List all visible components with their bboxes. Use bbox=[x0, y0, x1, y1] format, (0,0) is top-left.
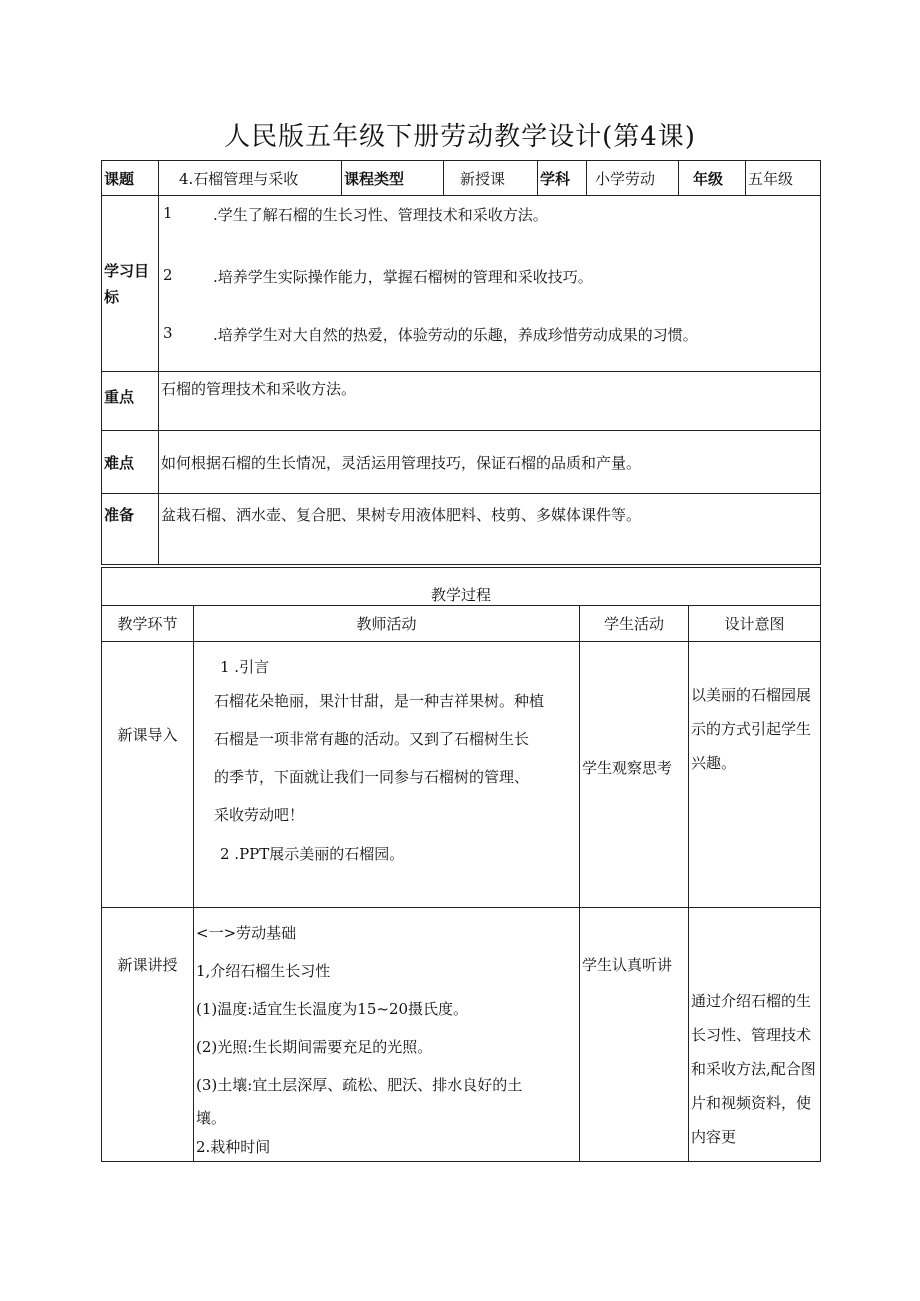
grade-label: 年级 bbox=[679, 161, 746, 196]
stage-cell: 新课导入 bbox=[102, 642, 194, 908]
student-activity-cell: 学生认真听讲 bbox=[580, 908, 689, 1162]
course-type-value: 新授课 bbox=[444, 161, 538, 196]
table-row bbox=[102, 642, 821, 908]
grade-value: 五年级 bbox=[746, 161, 821, 196]
page-title: 人民版五年级下册劳动教学设计(第4课) bbox=[224, 122, 696, 152]
column-header: 教师活动 bbox=[194, 606, 580, 642]
column-header: 教学环节 bbox=[102, 606, 194, 642]
preparation-label: 准备 bbox=[102, 494, 159, 565]
goal-item: 2 .培养学生实际操作能力，掌握石榴树的管理和采收技巧。 bbox=[163, 266, 593, 286]
teacher-activity-cell: <一>劳动基础 1,介绍石榴生长习性 (1)温度:适宜生长温度为15~20摄氏度。 (2)光照:生长期间需要充足的光照。 (3)土壤:宜土层深厚、疏松、肥沃、排水良好的土 壤。 2.栽种时间 bbox=[194, 908, 580, 1162]
goals-label: 学习目标 bbox=[102, 196, 159, 372]
subject-label: 学科 bbox=[538, 161, 587, 196]
topic-value: 4.石榴管理与采收 bbox=[159, 161, 342, 196]
design-intent-cell: 以美丽的石榴园展示的方式引起学生兴趣。 bbox=[689, 642, 821, 908]
column-header: 设计意图 bbox=[689, 606, 821, 642]
difficulty-value: 如何根据石榴的生长情况，灵活运用管理技巧，保证石榴的品质和产量。 bbox=[159, 431, 821, 494]
key-point-value: 石榴的管理技术和采收方法。 bbox=[159, 372, 821, 431]
stage-cell: 新课讲授 bbox=[102, 908, 194, 1162]
teacher-activity-cell: 1 .引言 石榴花朵艳丽，果汁甘甜，是一种吉祥果树。种植 石榴是一项非常有趣的活动。又到了石榴树生长 的季节，下面就让我们一同参与石榴树的管理、 采收劳动吧！ 2 .PPT展示美丽的石榴园。 bbox=[194, 642, 580, 908]
key-point-label: 重点 bbox=[102, 372, 159, 431]
topic-label: 课题 bbox=[102, 161, 159, 196]
lesson-info-table bbox=[101, 160, 821, 565]
column-header: 学生活动 bbox=[580, 606, 689, 642]
goals-list bbox=[159, 196, 821, 372]
subject-value: 小学劳动 bbox=[587, 161, 679, 196]
difficulty-label: 难点 bbox=[102, 431, 159, 494]
process-header: 教学过程 bbox=[102, 568, 821, 606]
goal-item: 3 .培养学生对大自然的热爱，体验劳动的乐趣，养成珍惜劳动成果的习惯。 bbox=[163, 324, 698, 344]
student-activity-cell: 学生观察思考 bbox=[580, 642, 689, 908]
table-row bbox=[102, 908, 821, 1162]
course-type-label: 课程类型 bbox=[342, 161, 444, 196]
design-intent-cell: 通过介绍石榴的生长习性、管理技术和采收方法,配合图片和视频资料，使内容更 bbox=[689, 908, 821, 1162]
preparation-value: 盆栽石榴、洒水壶、复合肥、果树专用液体肥料、枝剪、多媒体课件等。 bbox=[159, 494, 821, 565]
teaching-process-table bbox=[101, 567, 821, 1162]
goal-item: 1 .学生了解石榴的生长习性、管理技术和采收方法。 bbox=[163, 204, 548, 224]
